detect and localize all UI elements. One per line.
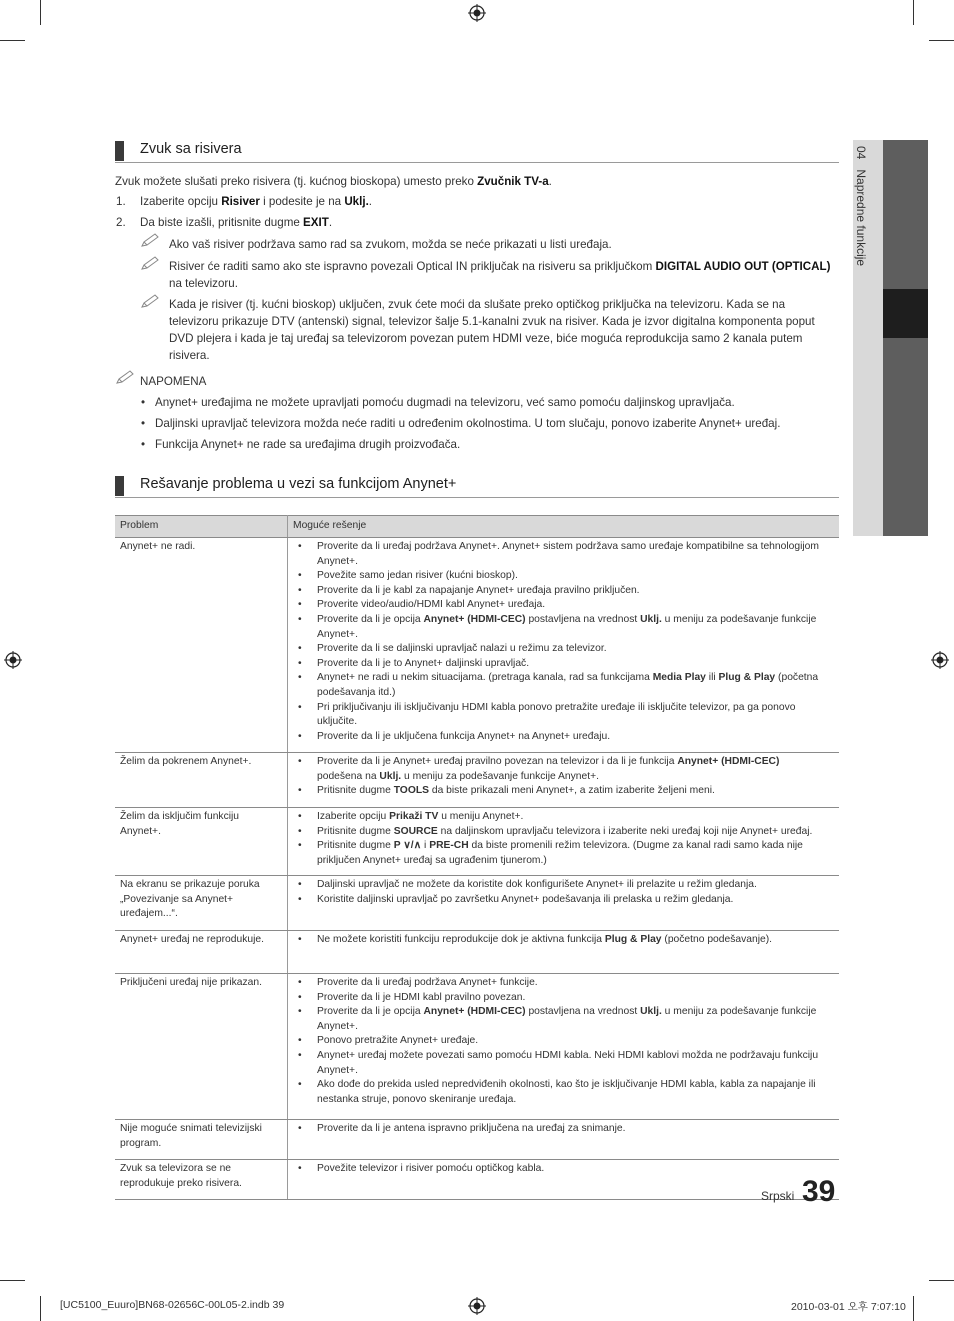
note-2	[169, 258, 849, 292]
step-text: .	[368, 195, 373, 208]
chapter-tab-label	[854, 146, 868, 266]
solution-item	[296, 1049, 835, 1078]
solution-text: priključen Anynet+ uređaj sa ugrađenim tjunerom.)	[317, 854, 547, 866]
problem-cell	[115, 808, 288, 876]
solution-text: i	[421, 840, 430, 852]
solution-text: Proverite da li uređaj podržava Anynet+. Anynet+ sistem podržava samo uređaje kompatibilne sa tehnologijom	[317, 541, 819, 552]
note-pencil-icon	[141, 233, 159, 247]
step-1	[116, 193, 372, 210]
solution-text: Pritisnite dugme	[317, 785, 394, 797]
solution-item	[296, 893, 835, 908]
problem-cell	[115, 753, 288, 808]
solution-text: Anynet+ uređaj možete povezati samo pomoću HDMI kabla. Neki HDMI kablovi možda ne podržavaju funkciju	[317, 1049, 819, 1061]
chapter-title: Napredne funkcije	[854, 169, 868, 267]
solution-cell	[288, 1160, 840, 1200]
problem-text: Anynet+.	[120, 825, 161, 837]
solution-text: Pritisnite dugme	[317, 840, 394, 852]
solution-text: Proverite da li je Anynet+ uređaj pravilno povezan na televizor i da li je funkcija	[317, 756, 678, 767]
chapter-number: 04	[854, 146, 868, 160]
solution-text: Proverite da li uređaj podržava Anynet+ funkcije.	[317, 977, 538, 988]
problem-text: „Povezivanje sa Anynet+	[120, 893, 234, 905]
solution-text: Proverite video/audio/HDMI kabl Anynet+ uređaja.	[317, 599, 546, 611]
solution-text: (početno podešavanje).	[661, 934, 773, 945]
section-heading-troubleshooting	[115, 475, 839, 498]
problem-cell	[115, 1120, 288, 1160]
solution-item	[296, 657, 835, 672]
step-text: Izaberite opciju	[140, 195, 222, 208]
page-number: 39	[802, 1175, 836, 1208]
solution-item	[296, 1122, 835, 1137]
solution-bold: Plug & Play	[604, 934, 662, 945]
napomena-item: • Funkcija Anynet+ ne rade sa uređajima drugih proizvođača.	[141, 438, 461, 451]
crop-mark	[40, 1296, 41, 1321]
solution-text: Ponovo pretražite Anynet+ uređaje.	[317, 1035, 479, 1047]
solution-text: da biste prikazali meni Anynet+, a zatim izaberite željeni meni.	[428, 785, 715, 797]
solution-item	[296, 933, 835, 948]
section-heading-receiver	[115, 140, 839, 163]
registration-mark-icon	[931, 651, 949, 669]
napomena-text: Funkcija Anynet+ ne rade sa uređajima drugih proizvođača.	[155, 438, 461, 451]
troubleshooting-table	[115, 515, 839, 1200]
solution-text: u meniju za podešavanje funkcije	[661, 613, 817, 625]
print-footer-file: [UC5100_Euuro]BN68-02656C-00L05-2.indb 39	[60, 1299, 285, 1311]
solution-bold: P ∨/∧	[393, 840, 422, 852]
solution-bold: SOURCE	[393, 825, 438, 837]
solution-item	[296, 755, 835, 784]
solution-list	[296, 933, 835, 948]
registration-mark-icon	[468, 1297, 486, 1315]
solution-cell	[288, 808, 840, 876]
note-text: na televizoru.	[169, 277, 238, 290]
step-text: Da biste izašli, pritisnite dugme	[140, 216, 304, 229]
solution-list	[296, 878, 835, 907]
solution-text: u meniju za podešavanje funkcije	[661, 1006, 817, 1018]
solution-list	[296, 1162, 835, 1177]
problem-text: program.	[120, 1137, 162, 1149]
solution-bold: Anynet+ (HDMI-CEC)	[423, 1006, 526, 1018]
note-text: Risiver će raditi samo ako ste ispravno povezali Optical IN priključak na risiveru sa priključkom	[169, 260, 656, 273]
problem-cell	[115, 538, 288, 753]
step-number: 1.	[116, 195, 126, 208]
crop-mark	[913, 1296, 914, 1321]
solution-text: Povežite samo jedan risiver (kućni bioskop).	[317, 570, 518, 582]
registration-mark-icon	[468, 4, 486, 22]
step-bold: Uklj.	[344, 195, 369, 208]
solution-text: ili	[705, 672, 719, 684]
column-header-solution: Moguće rešenje	[288, 516, 840, 538]
napomena-item: • Daljinski upravljač televizora možda neće raditi u određenim okolnostima. U tom slučaju, ponovo izaberite Anynet+ uređaj.	[141, 417, 781, 430]
intro-bold: Zvučnik TV-a	[477, 175, 549, 188]
problem-text: Želim da pokrenem Anynet+.	[120, 756, 252, 767]
table-row	[115, 538, 839, 753]
solution-text: Proverite da li se daljinski upravljač nalazi u režimu za televizor.	[317, 643, 607, 655]
solution-text: uključite.	[317, 716, 358, 728]
solution-item	[296, 810, 835, 825]
solution-text: Proverite da li je HDMI kabl pravilno povezan.	[317, 991, 526, 1003]
solution-bold: Plug & Play	[718, 672, 776, 684]
solution-item	[296, 569, 835, 584]
problem-text: reprodukuje preko risivera.	[120, 1177, 242, 1189]
solution-cell	[288, 753, 840, 808]
solution-bold: Uklj.	[379, 770, 402, 782]
table-row	[115, 876, 839, 931]
table-row	[115, 1160, 839, 1200]
solution-cell	[288, 931, 840, 974]
step-bold: EXIT	[303, 216, 329, 229]
note-line: televizoru prikazuje DTV (antenski) signal, televizor šalje 5.1-kanalni zvuk na risiver. Kada je izvor digitalna komponenta poput	[169, 315, 815, 328]
table-row	[115, 808, 839, 876]
note-pencil-icon	[115, 370, 135, 384]
step-2	[116, 214, 332, 231]
chapter-tab-active	[883, 289, 928, 338]
solution-item	[296, 1034, 835, 1049]
column-header-problem: Problem	[115, 516, 288, 538]
section-title: Zvuk sa risivera	[140, 141, 242, 157]
solution-cell	[288, 974, 840, 1120]
intro-paragraph	[115, 173, 552, 190]
solution-item	[296, 642, 835, 657]
crop-mark	[929, 40, 954, 41]
solution-item	[296, 540, 835, 569]
note-pencil-icon	[141, 294, 159, 308]
note-line: risivera.	[169, 349, 210, 362]
solution-bold: Uklj.	[640, 1006, 662, 1018]
solution-text: Proverite da li je antena ispravno priključena na uređaj za snimanje.	[317, 1123, 626, 1134]
crop-mark	[40, 0, 41, 25]
solution-bold: Media Play	[652, 672, 706, 684]
table-row	[115, 931, 839, 974]
solution-list	[296, 976, 835, 1107]
solution-item	[296, 671, 835, 700]
solution-list	[296, 1122, 835, 1137]
solution-text: u meniju Anynet+.	[438, 811, 524, 822]
step-number: 2.	[116, 216, 126, 229]
solution-item	[296, 825, 835, 840]
solution-item	[296, 1078, 835, 1107]
heading-bar	[115, 476, 124, 496]
solution-item	[296, 730, 835, 745]
problem-text: uređajem...“.	[120, 908, 178, 920]
crop-mark	[913, 0, 914, 25]
solution-cell	[288, 1120, 840, 1160]
solution-bold: Anynet+ (HDMI-CEC)	[677, 756, 780, 767]
note-1: Ako vaš risiver podržava samo rad sa zvukom, možda se neće prikazati u listi uređaja.	[169, 238, 612, 251]
problem-cell	[115, 876, 288, 931]
note-line: DVD plejera i kada je taj uređaj sa televizorom povezan putem HDMI veze, biće moguća reprodukcija samo 2 kanala putem	[169, 332, 803, 345]
solution-text: postavljena na vrednost	[525, 1006, 641, 1018]
table-header-row	[115, 516, 839, 538]
section-title: Rešavanje problema u vezi sa funkcijom Anynet+	[140, 476, 457, 492]
solution-text: Anynet+.	[317, 628, 358, 640]
chapter-tab-dark	[883, 140, 928, 536]
solution-item	[296, 1005, 835, 1034]
solution-item	[296, 701, 835, 730]
solution-text: Izaberite opciju	[317, 811, 390, 822]
solution-text: Anynet+.	[317, 555, 358, 567]
problem-cell	[115, 1160, 288, 1200]
napomena-text: Daljinski upravljač televizora možda neće raditi u određenim okolnostima. U tom slučaju, ponovo izaberite Anynet+ uređaj.	[155, 417, 781, 430]
solution-bold: Anynet+ (HDMI-CEC)	[423, 613, 526, 625]
solution-bold: Prikaži TV	[389, 811, 439, 822]
heading-bar	[115, 141, 124, 161]
solution-text: Anynet+.	[317, 1020, 358, 1032]
problem-cell	[115, 974, 288, 1120]
solution-item	[296, 976, 835, 991]
solution-text: Anynet+.	[317, 1064, 358, 1076]
solution-text: (početna	[775, 672, 819, 684]
solution-text: Proverite da li je opcija	[317, 1006, 424, 1018]
problem-text: Anynet+ ne radi.	[120, 541, 196, 552]
solution-item	[296, 584, 835, 599]
solution-text: na daljinskom upravljaču televizora i izaberite neki uređaj koji nije Anynet+ uređaj.	[437, 825, 813, 837]
crop-mark	[929, 1280, 954, 1281]
solution-text: podešavanja itd.)	[317, 686, 396, 698]
problem-text: Zvuk sa televizora se ne	[120, 1163, 232, 1174]
solution-text: Pri priključivanju ili isključivanju HDMI kabla ponovo pretražite uređaje ili isključite televizor, pa ga ponovo	[317, 701, 796, 713]
page-language: Srpski	[761, 1189, 795, 1203]
problem-cell	[115, 931, 288, 974]
note-pencil-icon	[141, 256, 159, 270]
solution-text: Ako dođe do prekida usled nepredviđenih okolnosti, kao što je isključivanje HDMI kabla, kabla za napajanje ili	[317, 1079, 816, 1091]
solution-list	[296, 540, 835, 744]
solution-item	[296, 613, 835, 642]
step-text: .	[328, 216, 333, 229]
solution-text: Povežite televizor i risiver pomoću optičkog kabla.	[317, 1163, 545, 1174]
solution-item	[296, 784, 835, 799]
solution-text: Anynet+ ne radi u nekim situacijama. (pretraga kanala, rad sa funkcijama	[317, 672, 653, 684]
solution-bold: PRE-CH	[429, 840, 469, 852]
solution-text: da biste promenili režim televizora. (Dugme za kanal radi samo kada nije	[468, 840, 803, 852]
solution-list	[296, 810, 835, 868]
intro-end: .	[548, 175, 552, 188]
table-row	[115, 753, 839, 808]
table-row	[115, 1120, 839, 1160]
solution-text: Ne možete koristiti funkciju reprodukcije dok je aktivna funkcija	[317, 934, 605, 945]
solution-text: Proverite da li je opcija	[317, 613, 424, 625]
problem-text: Želim da isključim funkciju	[120, 811, 240, 822]
problem-text: Anynet+ uređaj ne reprodukuje.	[120, 934, 264, 945]
solution-bold: Uklj.	[640, 613, 662, 625]
napomena-item: • Anynet+ uređajima ne možete upravljati pomoću dugmadi na televizoru, već samo pomoću daljinskog upravljača.	[141, 396, 735, 409]
solution-text: Daljinski upravljač ne možete da koristite dok konfigurišete Anynet+ ili prelazite u režim gledanja.	[317, 879, 757, 890]
solution-item	[296, 839, 835, 868]
solution-text: Pritisnite dugme	[317, 825, 394, 837]
solution-cell	[288, 538, 840, 753]
note-line: Kada je risiver (tj. kućni bioskop) uključen, zvuk ćete moći da slušate preko optičkog priključka na televizoru. Kada se na	[169, 298, 786, 311]
solution-text: Koristite daljinski upravljač po završetku Anynet+ podešavanja ili prelaska u režim gledanja.	[317, 893, 734, 905]
print-footer-date: 2010-03-01 오후 7:07:10	[791, 1301, 906, 1313]
solution-list	[296, 755, 835, 799]
solution-text: Proverite da li je to Anynet+ daljinski upravljač.	[317, 657, 530, 669]
solution-text: u meniju za podešavanje funkcije Anynet+.	[401, 770, 599, 782]
solution-text: nestanka struje, ponovo skeniranje uređaja.	[317, 1093, 517, 1105]
note-bold: DIGITAL AUDIO OUT (OPTICAL)	[655, 260, 831, 273]
napomena-label: NAPOMENA	[140, 375, 207, 388]
registration-mark-icon	[4, 651, 22, 669]
solution-item	[296, 878, 835, 893]
crop-mark	[0, 40, 25, 41]
solution-text: Proverite da li je kabl za napajanje Anynet+ uređaja pravilno priključen.	[317, 584, 640, 596]
step-bold: Risiver	[221, 195, 260, 208]
problem-text: Priključeni uređaj nije prikazan.	[120, 977, 262, 988]
solution-text: podešena na	[317, 770, 380, 782]
solution-item	[296, 1162, 835, 1177]
step-text: i podesite je na	[259, 195, 345, 208]
crop-mark	[0, 1280, 25, 1281]
solution-text: postavljena na vrednost	[525, 613, 641, 625]
solution-cell	[288, 876, 840, 931]
solution-text: Proverite da li je uključena funkcija Anynet+ na Anynet+ uređaju.	[317, 730, 611, 742]
solution-bold: TOOLS	[393, 785, 429, 797]
note-3	[169, 296, 849, 364]
napomena-text: Anynet+ uređajima ne možete upravljati pomoću dugmadi na televizoru, već samo pomoću daljinskog upravljača.	[155, 396, 735, 409]
solution-item	[296, 991, 835, 1006]
intro-text: Zvuk možete slušati preko risivera (tj. kućnog bioskopa) umesto preko	[115, 175, 478, 188]
solution-item	[296, 598, 835, 613]
problem-text: Nije moguće snimati televizijski	[120, 1123, 262, 1134]
table-row	[115, 974, 839, 1120]
problem-text: Na ekranu se prikazuje poruka	[120, 879, 260, 890]
